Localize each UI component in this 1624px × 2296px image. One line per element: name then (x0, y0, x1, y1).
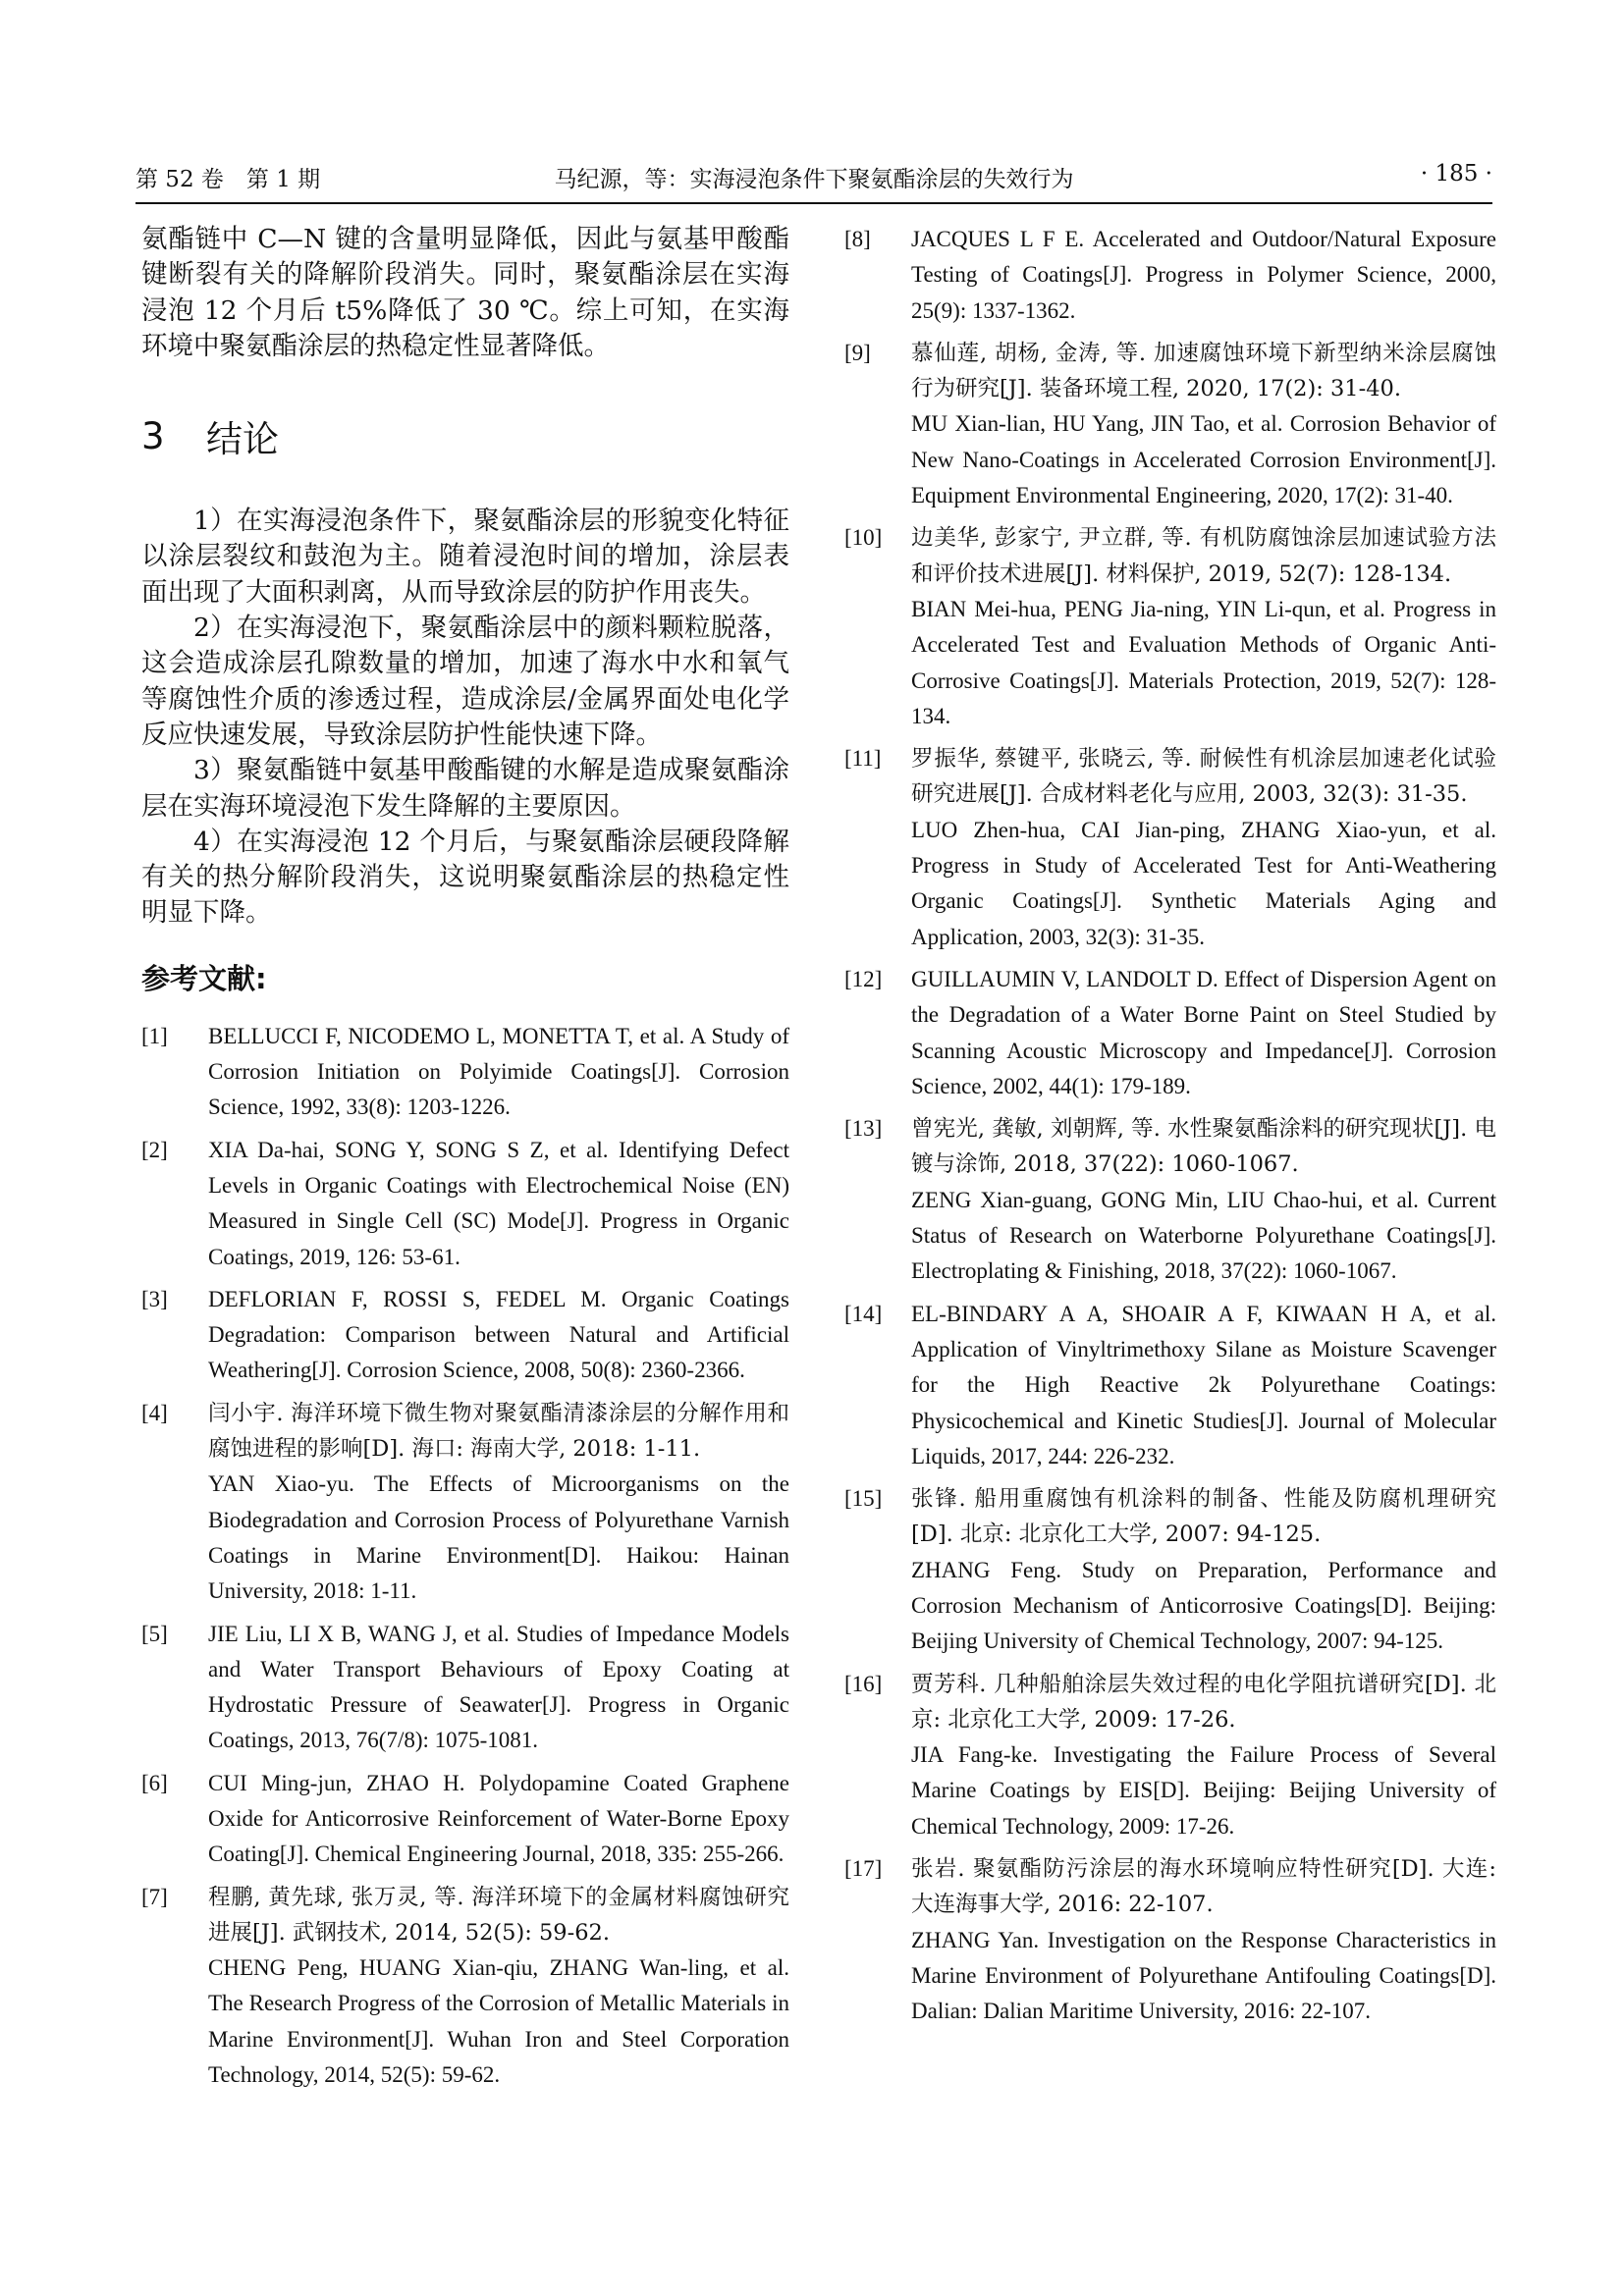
reference-english-citation: CHENG Peng, HUANG Xian-qiu, ZHANG Wan-ling, et al. The Research Progress of the Corrosion of Metallic Materials in Marine Environment[J]. Wuhan Iron and Steel Corporation Technology, 2014, 52(5): 59-62. (208, 1955, 789, 2088)
reference-item (844, 222, 1496, 329)
reference-item (844, 962, 1496, 1104)
reference-item (141, 1617, 789, 1759)
section-heading (141, 409, 789, 462)
reference-english-citation: JACQUES L F E. Accelerated and Outdoor/Natural Exposure Testing of Coatings[J]. Progress in Polymer Science, 2000, 25(9): 1337-1362. (911, 227, 1496, 323)
reference-item (141, 1766, 789, 1873)
reference-chinese-citation: 贾芳科. 几种船舶涂层失效过程的电化学阻抗谱研究[D]. 北京: 北京化工大学, 2009: 17-26. (911, 1671, 1496, 1733)
reference-text (208, 1617, 789, 1759)
reference-english-citation: BIAN Mei-hua, PENG Jia-ning, YIN Li-qun, et al. Progress in Accelerated Test and Evaluation Methods of Organic Anti-Corrosive Coatings[J]. Materials Protection, 2019, 52(7): 128-134. (911, 596, 1496, 728)
conclusion-item-3: 3）聚氨酯链中氨基甲酸酯键的水解是造成聚氨酯涂层在实海环境浸泡下发生降解的主要原因。 (141, 755, 789, 822)
reference-english-citation: MU Xian-lian, HU Yang, JIN Tao, et al. Corrosion Behavior of New Nano-Coatings in Accelerated Corrosion Environment[J]. Equipment Environmental Engineering, 2020, 17(2): 31-40. (911, 411, 1496, 508)
references-heading: 参考文献: (141, 961, 267, 995)
header-rule (135, 202, 1492, 204)
reference-number: [16] (844, 1671, 883, 1696)
reference-item (844, 1667, 1496, 1844)
reference-item (844, 1297, 1496, 1474)
reference-number: [15] (844, 1486, 883, 1512)
reference-text (208, 1133, 789, 1275)
right-column (844, 222, 1496, 2037)
reference-text (208, 1019, 789, 1126)
header-page-number: · 185 · (1420, 161, 1492, 187)
reference-number: [13] (844, 1116, 883, 1142)
reference-chinese-citation: 闫小宇. 海洋环境下微生物对聚氨酯清漆涂层的分解作用和腐蚀进程的影响[D]. 海口: 海南大学, 2018: 1-11. (208, 1400, 789, 1463)
reference-text (208, 1282, 789, 1389)
reference-english-citation: DEFLORIAN F, ROSSI S, FEDEL M. Organic Coatings Degradation: Comparison between Natural and Artificial Weathering[J]. Corrosion Science, 2008, 50(8): 2360-2366. (208, 1286, 789, 1383)
reference-item (844, 1481, 1496, 1659)
reference-english-citation: ZHANG Yan. Investigation on the Response Characteristics in Marine Environment of Polyurethane Antifouling Coatings[D]. Dalian: Dalian Maritime University, 2016: 22-107. (911, 1927, 1496, 2024)
reference-text (208, 1396, 789, 1610)
reference-item (141, 1019, 789, 1126)
reference-number: [14] (844, 1301, 883, 1326)
intro-paragraph: 氨酯链中 C—N 键的含量明显降低，因此与氨基甲酸酯键断裂有关的降解阶段消失。同时，聚氨酯涂层在实海浸泡 12 个月后 t5%降低了 30 ℃。综上可知，在实海环境中聚氨酯涂层的热稳定性显著降低。 (141, 224, 789, 361)
reference-chinese-citation: 慕仙莲, 胡杨, 金涛, 等. 加速腐蚀环境下新型纳米涂层腐蚀行为研究[J]. 装备环境工程, 2020, 17(2): 31-40. (911, 340, 1496, 402)
header-volume-issue: 第 52 卷 第 1 期 (135, 167, 321, 192)
reference-text (911, 520, 1496, 734)
reference-chinese-citation: 边美华, 彭家宁, 尹立群, 等. 有机防腐蚀涂层加速试验方法和评价技术进展[J]. 材料保护, 2019, 52(7): 128-134. (911, 525, 1496, 587)
reference-text (911, 741, 1496, 955)
reference-item (844, 741, 1496, 955)
reference-chinese-citation: 罗振华, 蔡键平, 张晓云, 等. 耐候性有机涂层加速老化试验研究进展[J]. 合成材料老化与应用, 2003, 32(3): 31-35. (911, 746, 1496, 808)
reference-item (844, 1851, 1496, 2029)
reference-english-citation: XIA Da-hai, SONG Y, SONG S Z, et al. Identifying Defect Levels in Organic Coatings with Electrochemical Noise (EN) Measured in Single Cell (SC) Mode[J]. Progress in Organic Coatings, 2019, 126: 53-61. (208, 1137, 789, 1269)
reference-item (844, 1111, 1496, 1289)
reference-number: [11] (844, 746, 882, 772)
references-list-left (141, 1019, 789, 2094)
references-list-right (844, 222, 1496, 2030)
reference-number: [1] (141, 1023, 168, 1048)
reference-number: [6] (141, 1770, 168, 1795)
running-header (135, 157, 1492, 200)
reference-number: [10] (844, 525, 883, 551)
conclusion-item-2: 2）在实海浸泡下，聚氨酯涂层中的颜料颗粒脱落，这会造成涂层孔隙数量的增加，加速了海水中水和氧气等腐蚀性介质的渗透过程，造成涂层/金属界面处电化学反应快速发展，导致涂层防护性能快速下降。 (141, 613, 789, 750)
reference-english-citation: LUO Zhen-hua, CAI Jian-ping, ZHANG Xiao-yun, et al. Progress in Study of Accelerated Test for Anti-Weathering Organic Coatings[J]. Synthetic Materials Aging and Application, 2003, 32(3): 31-35. (911, 817, 1496, 949)
reference-text (911, 222, 1496, 329)
reference-text (911, 1481, 1496, 1659)
reference-english-citation: EL-BINDARY A A, SHOAIR A F, KIWAAN H A, et al. Application of Vinyltrimethoxy Silane as Moisture Scavenger for the High Reactive 2k Polyurethane Coatings: Physicochemical and Kinetic Studies[J]. Journal of Molecular Liquids, 2017, 244: 226-232. (911, 1301, 1496, 1468)
reference-text (911, 336, 1496, 513)
reference-text (911, 1851, 1496, 2029)
reference-item (141, 1282, 789, 1389)
reference-number: [2] (141, 1137, 168, 1162)
reference-english-citation: CUI Ming-jun, ZHAO H. Polydopamine Coated Graphene Oxide for Anticorrosive Reinforcement of Water-Borne Epoxy Coating[J]. Chemical Engineering Journal, 2018, 335: 255-266. (208, 1770, 789, 1867)
section-title: 结论 (206, 418, 279, 461)
reference-number: [17] (844, 1856, 883, 1882)
reference-number: [3] (141, 1286, 168, 1311)
reference-chinese-citation: 曾宪光, 龚敏, 刘朝辉, 等. 水性聚氨酯涂料的研究现状[J]. 电镀与涂饰, 2018, 37(22): 1060-1067. (911, 1116, 1496, 1178)
reference-number: [9] (844, 340, 871, 365)
reference-number: [7] (141, 1884, 168, 1909)
reference-chinese-citation: 张锋. 船用重腐蚀有机涂料的制备、性能及防腐机理研究[D]. 北京: 北京化工大学, 2007: 94-125. (911, 1486, 1496, 1548)
reference-item (141, 1133, 789, 1275)
reference-text (911, 1297, 1496, 1474)
reference-item (844, 520, 1496, 734)
header-article-title: 马纪源，等：实海浸泡条件下聚氨酯涂层的失效行为 (554, 167, 1074, 192)
reference-number: [8] (844, 227, 871, 251)
conclusion-item-4: 4）在实海浸泡 12 个月后，与聚氨酯涂层硬段降解有关的热分解阶段消失，这说明聚氨酯涂层的热稳定性明显下降。 (141, 826, 789, 929)
reference-english-citation: ZENG Xian-guang, GONG Min, LIU Chao-hui, et al. Current Status of Research on Waterborne Polyurethane Coatings[J]. Electroplating & Finishing, 2018, 37(22): 1060-1067. (911, 1187, 1496, 1284)
reference-english-citation: JIE Liu, LI X B, WANG J, et al. Studies of Impedance Models and Water Transport Behaviours of Epoxy Coating at Hydrostatic Pressure of Seawater[J]. Progress in Organic Coatings, 2013, 76(7/8): 1075-1081. (208, 1621, 789, 1753)
reference-text (208, 1766, 789, 1873)
reference-english-citation: JIA Fang-ke. Investigating the Failure Process of Several Marine Coatings by EIS[D]. Beijing: Beijing University of Chemical Technology, 2009: 17-26. (911, 1742, 1496, 1839)
reference-chinese-citation: 张岩. 聚氨酯防污涂层的海水环境响应特性研究[D]. 大连: 大连海事大学, 2016: 22-107. (911, 1856, 1496, 1918)
reference-english-citation: BELLUCCI F, NICODEMO L, MONETTA T, et al. A Study of Corrosion Initiation on Polyimide Coatings[J]. Corrosion Science, 1992, 33(8): 1203-1226. (208, 1023, 789, 1120)
reference-item (844, 336, 1496, 513)
conclusion-item-1: 1）在实海浸泡条件下，聚氨酯涂层的形貌变化特征以涂层裂纹和鼓泡为主。随着浸泡时间的增加，涂层表面出现了大面积剥离，从而导致涂层的防护作用丧失。 (141, 506, 789, 608)
reference-english-citation: GUILLAUMIN V, LANDOLT D. Effect of Dispersion Agent on the Degradation of a Water Borne Paint on Steel Studied by Scanning Acoustic Microscopy and Impedance[J]. Corrosion Science, 2002, 44(1): 179-189. (911, 966, 1496, 1098)
reference-number: [5] (141, 1621, 168, 1646)
reference-number: [4] (141, 1400, 168, 1425)
reference-english-citation: YAN Xiao-yu. The Effects of Microorganisms on the Biodegradation and Corrosion Process of Polyurethane Varnish Coatings in Marine Environment[D]. Haikou: Hainan University, 2018: 1-11. (208, 1471, 789, 1604)
section-number: 3 (141, 414, 165, 457)
reference-text (208, 1880, 789, 2094)
reference-chinese-citation: 程鹏, 黄先球, 张万灵, 等. 海洋环境下的金属材料腐蚀研究进展[J]. 武钢技术, 2014, 52(5): 59-62. (208, 1884, 789, 1946)
reference-english-citation: ZHANG Feng. Study on Preparation, Performance and Corrosion Mechanism of Anticorrosive Coatings[D]. Beijing: Beijing University of Chemical Technology, 2007: 94-125. (911, 1557, 1496, 1654)
left-column (141, 222, 789, 2100)
reference-text (911, 1667, 1496, 1844)
reference-item (141, 1396, 789, 1610)
reference-text (911, 1111, 1496, 1289)
reference-text (911, 962, 1496, 1104)
reference-item (141, 1880, 789, 2094)
reference-number: [12] (844, 966, 883, 991)
